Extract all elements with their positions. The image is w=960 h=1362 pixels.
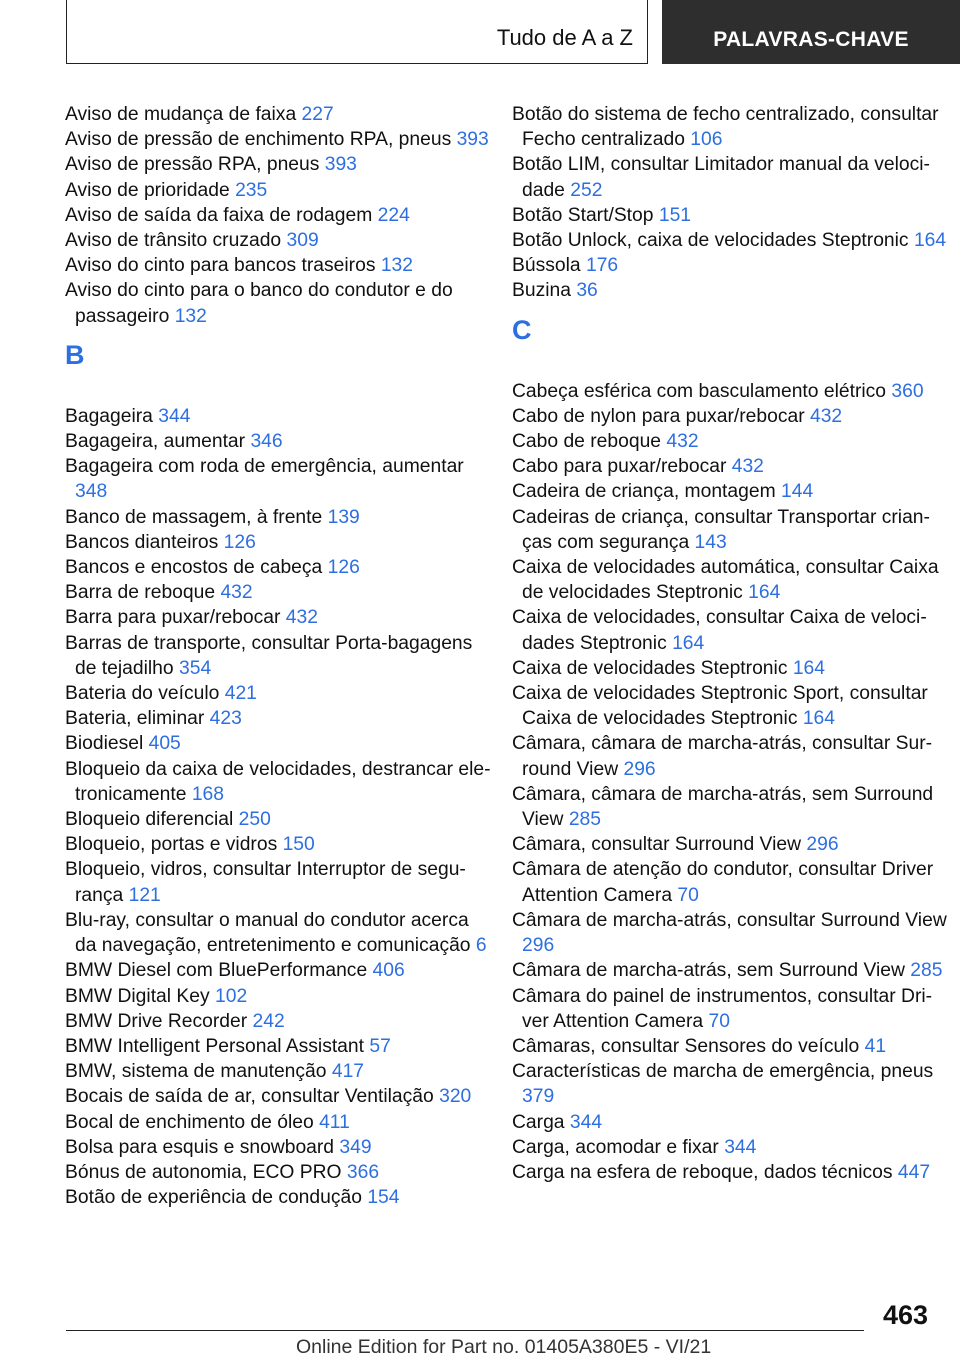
index-entry-term: Caixa de velocidades automática, consultar Caixa de velocidades Steptronic [512,557,939,604]
index-entry-term: Câmara de marcha-atrás, sem Surround View [512,960,905,982]
index-entry-page-link[interactable]: 36 [576,280,598,302]
index-entry-term: Caixa de velocidades Steptronic Sport, consultar Caixa de velocidades Steptronic [512,683,928,730]
index-entry-term: Caixa de velocidades, consultar Caixa de velocidades Steptronic [512,607,927,654]
index-entry-page-link[interactable]: 285 [910,960,943,982]
index-entry-page-link[interactable]: 250 [238,809,271,831]
index-entry-page-link[interactable]: 349 [339,1136,372,1158]
index-entry [65,757,495,807]
index-entry [512,152,952,202]
index-entry-term: Câmaras, consultar Sensores do veículo [512,1035,860,1057]
index-entry-page-link[interactable]: 432 [666,431,699,453]
index-entry [65,908,495,958]
index-entry-page-link[interactable]: 432 [285,607,318,629]
index-entry-page-link[interactable]: 252 [570,179,603,201]
index-entry-page-link[interactable]: 379 [522,1086,555,1108]
index-entry [65,102,495,127]
index-entry-term: Câmara, câmara de marcha-atrás, consultar Surround View [512,733,933,780]
index-entry-term: Biodiesel [65,733,144,755]
index-entry [512,505,952,555]
header-chapter-title: PALAVRAS-CHAVE [713,28,909,51]
index-entry-page-link[interactable]: 285 [568,809,601,831]
index-entry-page-link[interactable]: 417 [331,1061,365,1083]
index-entry [65,807,495,832]
index-entry [65,706,495,731]
index-entry-page-link[interactable]: 309 [286,230,319,252]
index-entry-term: Aviso do cinto para o banco do condutor e do passageiro [65,280,453,327]
index-entry-term: Cadeiras de criança, consultar Transportar crianças com segurança [512,506,930,553]
index-entry [512,857,952,907]
index-entry-term: Cabo de nylon para puxar/rebocar [512,405,805,427]
index-entry-page-link[interactable]: 132 [174,305,207,327]
index-entry-term: Carga [512,1111,565,1133]
index-entry-page-link[interactable]: 70 [677,884,699,906]
index-entry-page-link[interactable]: 164 [672,632,705,654]
index-entry-page-link[interactable]: 432 [809,405,843,427]
index-entry-page-link[interactable]: 296 [522,935,555,957]
index-entry-page-link[interactable]: 164 [792,657,825,679]
index-entry [65,857,495,907]
index-entry-page-link[interactable]: 346 [250,431,283,453]
index-entry [512,832,952,857]
index-entry-term: BMW Drive Recorder [65,1010,248,1032]
index-entry [65,429,495,454]
index-entry [65,203,495,228]
index-entry [512,555,952,605]
index-entry [512,228,952,253]
index-entry-term: Carga, acomodar e fixar [512,1136,719,1158]
index-entry-term: Bateria, eliminar [65,708,205,730]
index-entry-term: Botão Start/Stop [512,204,654,226]
index-entry-term: Câmara do painel de instrumentos, consultar Driver Attention Camera [512,985,933,1032]
index-entry-term: Barra de reboque [65,582,216,604]
index-entry-term: Barra para puxar/rebocar [65,607,281,629]
index-entry-term: Câmara, câmara de marcha-atrás, sem Surround View [512,783,934,831]
footer-divider [66,1330,864,1331]
index-entry-term: Buzina [512,280,571,302]
index-entry-page-link[interactable]: 296 [806,834,839,856]
index-entry [512,782,952,832]
index-entry-page-link[interactable]: 406 [372,960,405,982]
index-entry-page-link[interactable]: 447 [897,1161,931,1183]
index-entry-page-link[interactable]: 176 [585,255,619,277]
index-column-left [65,102,495,1210]
index-entry-page-link[interactable]: 421 [224,683,257,705]
index-entry-term: Cabo de reboque [512,431,662,453]
index-entry-page-link[interactable]: 132 [380,255,413,277]
index-entry [65,1084,495,1109]
index-entry-page-link[interactable]: 126 [223,531,256,553]
index-entry [512,278,952,303]
index-entry-term: Aviso de pressão de enchimento RPA, pneus [65,129,452,151]
index-entry [65,505,495,530]
index-entry-term: Barras de transporte, consultar Porta-bagagens de tejadilho [65,632,473,679]
index-entry-page-link[interactable]: 164 [802,708,835,730]
index-entry-page-link[interactable]: 393 [456,129,489,151]
header-section-tab [66,0,648,64]
index-entry-term: Bocais de saída de ar, consultar Ventilação [65,1086,434,1108]
index-letter-heading: B [65,339,85,370]
index-entry-page-link[interactable]: 154 [367,1187,400,1209]
index-entry-term: Câmara, consultar Surround View [512,834,802,856]
index-entry [512,454,952,479]
index-entry-page-link[interactable]: 168 [191,783,224,805]
index-entry-term: Bússola [512,255,581,277]
index-letter-heading: C [512,314,532,345]
index-entry [65,530,495,555]
index-column-right [512,102,952,1185]
index-entry-term: Bancos dianteiros [65,531,219,553]
index-entry-page-link[interactable]: 348 [75,481,108,503]
index-entry-term: Bloqueio da caixa de velocidades, destrancar eletronicamente [65,758,491,805]
index-entry [512,1110,952,1135]
index-entry-term: Aviso de prioridade [65,179,230,201]
index-entry-page-link[interactable]: 102 [215,985,248,1007]
index-entry-term: Cadeira de criança, montagem [512,481,776,503]
index-entry-term: Bónus de autonomia, ECO PRO [65,1161,342,1183]
index-entry-page-link[interactable]: 432 [731,456,764,478]
index-entry [512,102,952,152]
index-entry [65,731,495,756]
index-entry-term: Bloqueio, portas e vidros [65,834,278,856]
index-entry-page-link[interactable]: 41 [864,1035,887,1057]
index-entry-term: Aviso de trânsito cruzado [65,230,282,252]
index-entry [65,253,495,278]
index-entry [512,253,952,278]
index-entry-page-link[interactable]: 151 [658,204,692,226]
index-entry [65,228,495,253]
index-entry [65,1110,495,1135]
index-entry-page-link[interactable]: 423 [209,708,242,730]
index-entry [65,580,495,605]
header-chapter-tab [662,0,960,64]
index-entry-term: Aviso de pressão RPA, pneus [65,154,320,176]
index-entry [65,1185,495,1210]
index-entry-page-link[interactable]: 164 [748,582,781,604]
header-section-title: Tudo de A a Z [496,25,633,50]
index-entry-page-link[interactable]: 344 [569,1111,603,1133]
index-entry [512,203,952,228]
index-entry-term: Aviso do cinto para bancos traseiros [65,255,376,277]
index-entry [512,958,952,983]
index-entry [512,656,952,681]
index-entry [65,127,495,152]
page-number: 463 [882,1300,928,1330]
index-entry [65,631,495,681]
index-entry-page-link[interactable]: 126 [327,557,360,579]
index-entry [65,1009,495,1034]
index-entry-term: Blu-ray, consultar o manual do condutor acerca da navegação, entretenimento e comunicação [65,909,471,957]
index-entry-term: BMW, sistema de manutenção [65,1061,327,1083]
index-entry-page-link[interactable]: 224 [377,204,410,226]
index-entry [512,908,952,958]
index-entry-term: Aviso de mudança de faixa [65,104,297,125]
index-entry [65,984,495,1009]
index-entry [512,1034,952,1059]
index-entry-page-link[interactable]: 242 [252,1010,285,1032]
footer-edition: Online Edition for Part no. 01405A380E5 - VI/21 [296,1336,712,1358]
index-entry [65,1034,495,1059]
index-entry-page-link[interactable]: 344 [724,1136,757,1158]
index-entry-page-link[interactable]: 106 [690,129,723,151]
index-entry-page-link[interactable]: 366 [346,1161,380,1183]
index-entry [512,1135,952,1160]
index-entry [512,404,952,429]
index-entry [65,404,495,429]
index-entry-term: Caixa de velocidades Steptronic [512,657,788,679]
index-entry-page-link[interactable]: 164 [913,230,947,252]
index-entry [65,1135,495,1160]
index-entry-term: Carga na esfera de reboque, dados técnicos [512,1161,893,1183]
index-entry [65,152,495,177]
index-entry-page-link[interactable]: 411 [319,1111,350,1133]
index-entry-page-link[interactable]: 139 [327,506,360,528]
index-entry-term: Bateria do veículo [65,683,220,705]
index-entry-term: Cabeça esférica com basculamento elétrico [512,380,887,402]
index-entry-term: Botão do sistema de fecho centralizado, consultar Fecho centralizado [512,104,939,151]
index-entry [65,605,495,630]
index-entry-page-link[interactable]: 320 [439,1086,472,1108]
index-entry [512,1059,952,1109]
index-entry-term: Bloqueio diferencial [65,809,234,831]
index-entry [512,379,952,404]
index-entry-term: Botão de experiência de condução [65,1187,362,1209]
index-entry-page-link[interactable]: 235 [235,179,268,201]
index-entry [65,454,495,504]
index-entry [512,1160,952,1185]
index-entry-page-link[interactable]: 144 [781,481,814,503]
index-entry-term: Bocal de enchimento de óleo [65,1111,314,1133]
index-entry-term: Bagageira, aumentar [65,431,246,453]
index-entry [65,958,495,983]
index-entry [512,681,952,731]
index-entry-page-link[interactable]: 143 [694,531,727,553]
index-entry [65,681,495,706]
index-entry-page-link[interactable]: 344 [158,405,191,427]
index-entry-page-link[interactable]: 70 [708,1010,730,1032]
index-entry-page-link[interactable]: 6 [475,935,487,957]
index-entry [512,731,952,781]
index-entry [65,555,495,580]
index-entry [512,429,952,454]
index-entry-term: BMW Digital Key [65,985,210,1007]
index-entry-term: BMW Intelligent Personal Assistant [65,1035,364,1057]
index-entry [65,178,495,203]
index-entry [65,1160,495,1185]
index-entry [512,479,952,504]
index-entry-term: Bagageira [65,405,153,427]
index-entry-term: Banco de massagem, à frente [65,506,323,528]
index-entry-page-link[interactable]: 150 [282,834,315,856]
index-entry-term: Aviso de saída da faixa de rodagem [65,204,373,226]
index-entry-term: Bancos e encostos de cabeça [65,557,323,579]
index-entry-page-link[interactable]: 354 [179,657,212,679]
index-entry-page-link[interactable]: 121 [128,884,161,906]
index-entry-page-link[interactable]: 227 [301,104,334,125]
index-entry [512,984,952,1034]
index-entry-page-link[interactable]: 296 [623,758,656,780]
index-entry-page-link[interactable]: 57 [369,1035,391,1057]
index-entry-page-link[interactable]: 405 [148,733,181,755]
index-entry-term: Câmara de atenção do condutor, consultar Driver Attention Camera [512,859,934,906]
index-entry-term: BMW Diesel com BluePerformance [65,960,368,982]
index-entry [512,605,952,655]
index-entry-page-link[interactable]: 393 [324,154,357,176]
index-entry-term: Bolsa para esquis e snowboard [65,1136,335,1158]
index-entry-term: Botão Unlock, caixa de velocidades Steptronic [512,230,909,252]
index-entry-term: Botão LIM, consultar Limitador manual da velocidade [512,154,930,201]
index-entry-term: Cabo para puxar/rebocar [512,456,727,478]
index-entry [65,1059,495,1084]
index-entry-term: Bagageira com roda de emergência, aumentar [65,456,464,478]
index-entry-term: Câmara de marcha-atrás, consultar Surround View [512,909,947,931]
index-entry [65,832,495,857]
index-entry-page-link[interactable]: 432 [220,582,253,604]
index-entry [65,278,495,328]
index-entry-term: Características de marcha de emergência, pneus [512,1061,934,1083]
index-entry-page-link[interactable]: 360 [891,380,924,402]
index-entry-term: Bloqueio, vidros, consultar Interruptor de segurança [65,859,466,906]
